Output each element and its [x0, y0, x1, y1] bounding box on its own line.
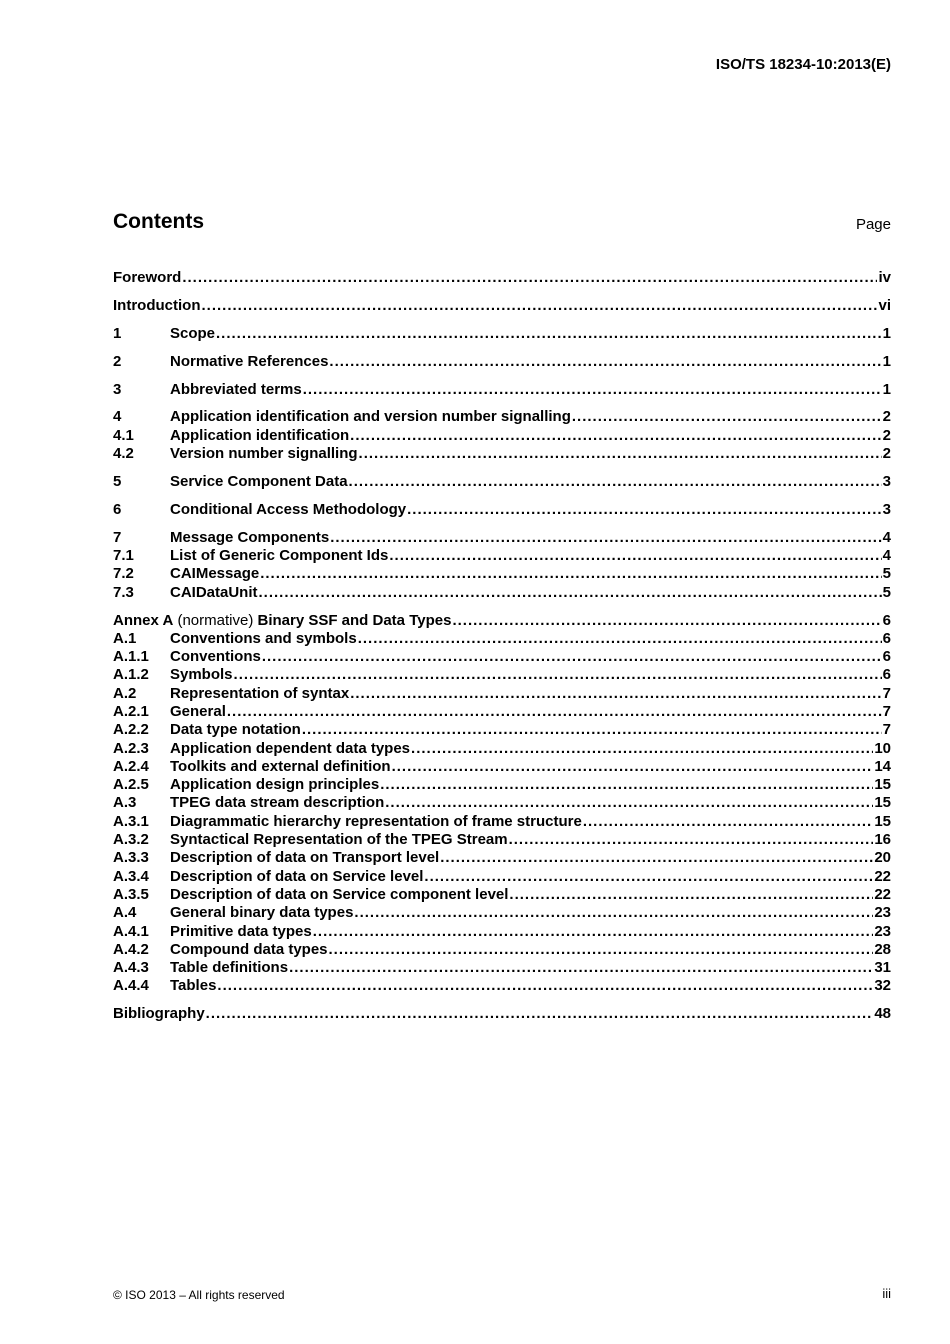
toc-text: Abbreviated terms [170, 380, 302, 398]
toc-entry[interactable] [113, 529, 891, 547]
toc-text: Application design principles [170, 776, 380, 794]
toc-page: 2 [882, 445, 891, 463]
leader [260, 565, 881, 582]
toc-title [170, 776, 379, 793]
toc-title [170, 831, 508, 848]
toc-text: CAIMessage [170, 565, 260, 583]
toc-text: Application identification [170, 426, 350, 444]
toc-text: General binary data types [170, 904, 354, 922]
leader [313, 923, 874, 940]
toc-entry[interactable] [113, 353, 891, 371]
toc-text2: Binary SSF and Data Types [257, 611, 452, 629]
toc-page: vi [878, 296, 891, 314]
toc-num: A.4.3 [113, 959, 149, 977]
toc-text: Bibliography [113, 1005, 205, 1023]
toc-entry[interactable] [113, 666, 891, 684]
toc-entry[interactable] [113, 473, 891, 491]
toc-page: 4 [882, 547, 891, 565]
toc-title [170, 977, 216, 994]
toc-entry[interactable] [113, 868, 891, 886]
toc-num: A.1.1 [113, 648, 149, 666]
page-col: Page [855, 216, 891, 233]
leader [452, 612, 881, 629]
toc-page: 22 [874, 867, 891, 885]
toc-text: Scope [170, 324, 216, 342]
toc-num: A.3.2 [113, 831, 149, 849]
toc-text: Version number signalling [170, 445, 358, 463]
toc-title [170, 445, 358, 462]
leader [262, 648, 882, 665]
toc-num: A.2.4 [113, 757, 149, 775]
leader [302, 721, 882, 738]
toc-title [170, 547, 388, 564]
toc-page: 7 [882, 684, 891, 702]
toc-text: Normative References [170, 352, 329, 370]
toc-entry[interactable] [113, 740, 891, 758]
leader [350, 685, 881, 702]
toc-page: 10 [874, 739, 891, 757]
toc-text: Description of data on Service level [170, 867, 424, 885]
toc-entry[interactable] [113, 941, 891, 959]
toc-page: 6 [882, 648, 891, 666]
leader [354, 904, 873, 921]
toc-title [170, 794, 384, 811]
leader [411, 740, 873, 757]
toc-entry[interactable] [113, 977, 891, 995]
toc-text: Service Component Data [170, 472, 348, 490]
toc-title [170, 904, 353, 921]
toc-num: A.3.5 [113, 885, 149, 903]
leader [583, 813, 874, 830]
toc-entry[interactable] [113, 849, 891, 867]
leader [572, 408, 882, 425]
toc-page: 14 [874, 757, 891, 775]
leader [227, 703, 882, 720]
leader [217, 977, 873, 994]
toc-num: A.2.3 [113, 739, 149, 757]
toc-page: 7 [882, 721, 891, 739]
toc-page: 5 [882, 583, 891, 601]
toc-page: 1 [882, 380, 891, 398]
toc-entry[interactable] [113, 547, 891, 565]
toc-num: 5 [113, 472, 122, 490]
toc-title [113, 612, 451, 629]
toc-page: 4 [882, 528, 891, 546]
toc-num: A.3.1 [113, 812, 149, 830]
toc-num: 7.3 [113, 583, 134, 601]
toc-text: Symbols [170, 666, 233, 684]
toc-text: Message Components [170, 528, 330, 546]
toc-title [170, 703, 226, 720]
toc-text: Conventions [170, 648, 261, 666]
toc-entry[interactable] [113, 685, 891, 703]
toc-page: 1 [882, 324, 891, 342]
toc-entry[interactable] [113, 427, 891, 445]
toc-title [170, 584, 258, 601]
leader [330, 529, 881, 546]
toc-num: A.4.2 [113, 940, 149, 958]
toc-num: A.2 [113, 684, 137, 702]
toc-title [113, 1005, 205, 1022]
leader [440, 849, 873, 866]
toc-num: A.4.1 [113, 922, 149, 940]
toc-title [170, 325, 215, 342]
toc-page: 20 [874, 849, 891, 867]
leader [392, 758, 874, 775]
leader [206, 1005, 874, 1022]
toc-entry[interactable] [113, 776, 891, 794]
toc-title [170, 868, 423, 885]
toc-title [170, 886, 508, 903]
toc-num: A.2.2 [113, 721, 149, 739]
toc-title [170, 685, 349, 702]
toc-title [113, 297, 200, 314]
toc-page: 48 [874, 1005, 891, 1023]
toc-num: A.4.4 [113, 977, 149, 995]
toc-page: 15 [874, 776, 891, 794]
leader [303, 381, 882, 398]
toc-text: Conditional Access Methodology [170, 500, 407, 518]
toc-text: Introduction [113, 296, 201, 314]
leader [259, 584, 882, 601]
toc-text: Data type notation [170, 721, 301, 739]
toc-page: 2 [882, 426, 891, 444]
toc-entry[interactable] [113, 565, 891, 583]
toc-text: List of Generic Component Ids [170, 547, 389, 565]
toc-num: A.2.5 [113, 776, 149, 794]
toc-entry[interactable] [113, 831, 891, 849]
toc-entry[interactable] [113, 721, 891, 739]
page-num: iii [882, 1286, 891, 1301]
toc-entry[interactable] [113, 325, 891, 343]
toc-entry[interactable] [113, 408, 891, 426]
toc-entry[interactable] [113, 813, 891, 831]
toc-page: 3 [882, 472, 891, 490]
toc-entry[interactable] [113, 904, 891, 922]
toc-page: 31 [874, 959, 891, 977]
toc-num: 1 [113, 324, 122, 342]
toc-num: 7.2 [113, 565, 134, 583]
leader [389, 547, 881, 564]
toc-title [170, 473, 348, 490]
toc-page: 6 [882, 611, 891, 629]
toc-title [170, 923, 312, 940]
toc-title [170, 849, 439, 866]
toc-entry[interactable] [113, 612, 891, 630]
toc-num: 7.1 [113, 547, 134, 565]
toc-entry[interactable] [113, 959, 891, 977]
toc-title [170, 959, 288, 976]
leader [349, 473, 882, 490]
toc-entry[interactable] [113, 297, 891, 315]
toc-title [113, 269, 181, 286]
leader [509, 831, 874, 848]
toc-num: 3 [113, 380, 122, 398]
leader [407, 501, 882, 518]
toc-text: Conventions and symbols [170, 629, 357, 647]
toc-num: 4 [113, 408, 122, 426]
toc-page: 23 [874, 922, 891, 940]
toc-page: 32 [874, 977, 891, 995]
toc-page: 6 [882, 666, 891, 684]
toc-page: 5 [882, 565, 891, 583]
toc-text: Description of data on Transport level [170, 849, 440, 867]
toc-num: 4.2 [113, 445, 134, 463]
toc-entry[interactable] [113, 445, 891, 463]
toc-entry[interactable] [113, 584, 891, 602]
toc-num: 6 [113, 500, 122, 518]
toc-num: A.4 [113, 904, 137, 922]
toc-text: Annex A [113, 611, 174, 629]
toc-page: 22 [874, 885, 891, 903]
toc-page: 6 [882, 629, 891, 647]
toc-num: 2 [113, 352, 122, 370]
toc-page: 1 [882, 352, 891, 370]
toc-entry[interactable] [113, 758, 891, 776]
toc-text: Description of data on Service component level [170, 885, 509, 903]
toc-title [170, 740, 410, 757]
toc-text: Diagrammatic hierarchy representation of frame structure [170, 812, 582, 830]
toc-page: iv [878, 269, 891, 286]
toc-page: 2 [882, 408, 891, 426]
toc-entry[interactable] [113, 648, 891, 666]
toc-entry[interactable] [113, 381, 891, 399]
toc-entry[interactable] [113, 923, 891, 941]
toc-text: Syntactical Representation of the TPEG Stream [170, 831, 508, 849]
toc-page: 28 [874, 940, 891, 958]
toc-num: A.2.1 [113, 702, 149, 720]
toc-text: Primitive data types [170, 922, 312, 940]
toc-entry[interactable] [113, 886, 891, 904]
leader [385, 794, 873, 811]
toc-title [170, 408, 571, 425]
toc-title [170, 758, 391, 775]
toc-note: (normative) [173, 611, 258, 629]
toc-title [170, 501, 406, 518]
toc [113, 269, 891, 1024]
toc-page: 3 [882, 500, 891, 518]
leader [359, 445, 882, 462]
toc-entry[interactable] [113, 630, 891, 648]
leader [509, 886, 873, 903]
leader [358, 630, 882, 647]
leader [289, 959, 873, 976]
toc-text: Foreword [113, 269, 182, 286]
toc-page: 23 [874, 904, 891, 922]
toc-num: 4.1 [113, 426, 134, 444]
toc-title [170, 529, 329, 546]
toc-page: 7 [882, 702, 891, 720]
toc-text: Application identification and version number signalling [170, 408, 571, 426]
leader [182, 269, 877, 286]
toc-title [170, 941, 328, 958]
toc-page: 15 [874, 812, 891, 830]
toc-num: A.1.2 [113, 666, 149, 684]
leader [201, 297, 877, 314]
toc-entry[interactable] [113, 501, 891, 519]
toc-text: Table definitions [170, 959, 289, 977]
toc-entry[interactable] [113, 703, 891, 721]
toc-title [170, 381, 302, 398]
toc-entry[interactable] [113, 794, 891, 812]
toc-text: CAIDataUnit [170, 583, 258, 601]
toc-title [170, 630, 357, 647]
toc-title [170, 648, 261, 665]
toc-num: A.3.3 [113, 849, 149, 867]
toc-title [170, 565, 259, 582]
toc-text: Representation of syntax [170, 684, 350, 702]
toc-title [170, 813, 582, 830]
toc-text: General [170, 702, 226, 720]
toc-num: 7 [113, 528, 122, 546]
toc-entry[interactable] [113, 1005, 891, 1023]
leader [380, 776, 873, 793]
toc-num: A.3 [113, 794, 137, 812]
toc-title [170, 721, 301, 738]
toc-page: 15 [874, 794, 891, 812]
leader [216, 325, 882, 342]
leader [234, 666, 882, 683]
toc-page: 16 [874, 831, 891, 849]
toc-title [170, 427, 349, 444]
toc-title [170, 666, 233, 683]
toc-title [170, 353, 328, 370]
page-title: Contents [113, 210, 204, 233]
toc-text: Tables [170, 977, 217, 995]
leader [329, 353, 881, 370]
leader [424, 868, 873, 885]
leader [350, 427, 881, 444]
copyright: © ISO 2013 – All rights reserved [113, 1288, 285, 1302]
doc-id: ISO/TS 18234-10:2013(E) [715, 56, 891, 73]
toc-text: Application dependent data types [170, 739, 411, 757]
toc-num: A.1 [113, 629, 137, 647]
toc-text: Compound data types [170, 940, 328, 958]
toc-text: TPEG data stream description [170, 794, 385, 812]
toc-num: A.3.4 [113, 867, 149, 885]
leader [329, 941, 874, 958]
toc-text: Toolkits and external definition [170, 757, 391, 775]
toc-entry[interactable] [113, 269, 891, 287]
